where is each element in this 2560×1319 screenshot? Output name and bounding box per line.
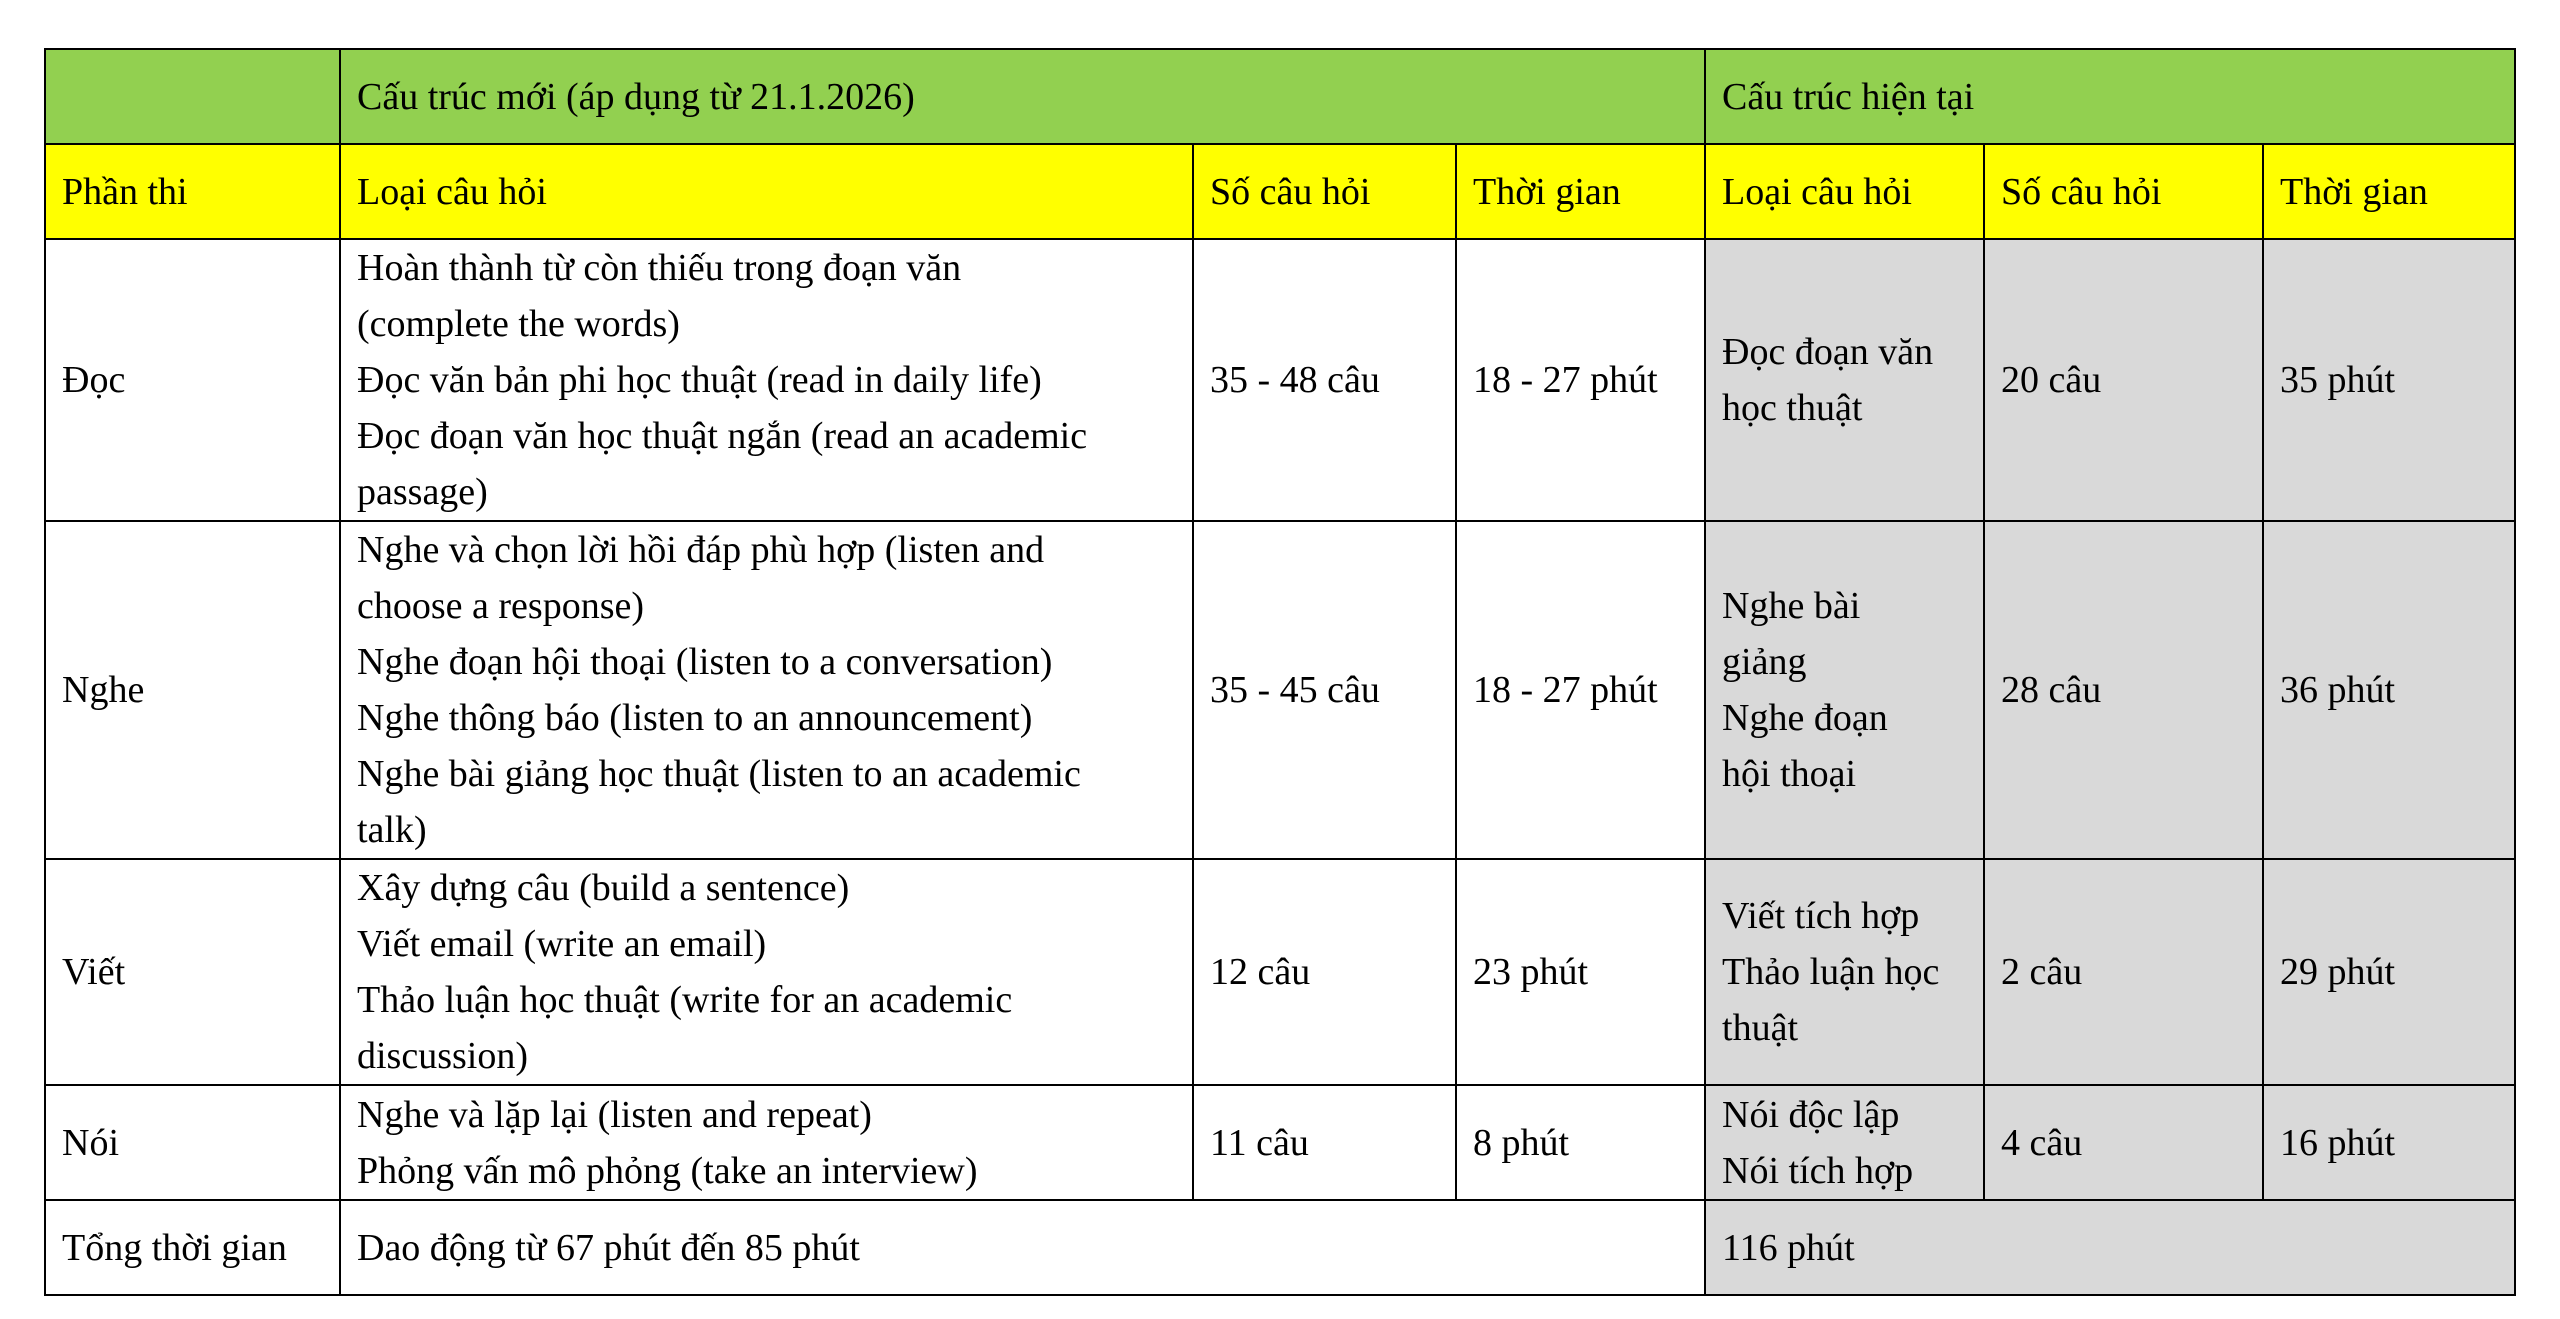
new-types-cell <box>340 1085 1193 1200</box>
new-structure-header: Cấu trúc mới (áp dụng từ 21.1.2026) <box>340 49 1705 144</box>
new-type-line: Nghe thông báo (listen to an announcement) <box>357 697 1033 739</box>
table-row-total <box>45 1200 2515 1295</box>
new-type-line: talk) <box>357 809 427 851</box>
cur-type-line: giảng <box>1722 641 1807 683</box>
cur-type-line: Nói độc lập <box>1722 1093 1900 1136</box>
cur-count-cell: 28 câu <box>1984 521 2263 859</box>
cur-count-cell: 20 câu <box>1984 239 2263 521</box>
col-header-section: Phần thi <box>45 144 340 239</box>
new-type-line: (complete the words) <box>357 303 680 345</box>
cur-count-cell: 2 câu <box>1984 859 2263 1085</box>
cur-type-line: hội thoại <box>1722 753 1857 795</box>
section-cell: Nói <box>45 1085 340 1200</box>
cur-type-line: Nghe đoạn <box>1722 697 1888 739</box>
new-type-line: discussion) <box>357 1035 528 1077</box>
cur-type-line: thuật <box>1722 1007 1799 1049</box>
new-time-cell: 8 phút <box>1456 1085 1705 1200</box>
col-header-cur-type: Loại câu hỏi <box>1705 144 1984 239</box>
cur-type-line: Nghe bài <box>1722 585 1861 627</box>
section-cell: Viết <box>45 859 340 1085</box>
col-header-new-type: Loại câu hỏi <box>340 144 1193 239</box>
new-types-cell <box>340 239 1193 521</box>
new-type-line: Đọc văn bản phi học thuật (read in daily life) <box>357 359 1042 401</box>
new-type-line: Hoàn thành từ còn thiếu trong đoạn văn <box>357 247 962 289</box>
cur-type-line: học thuật <box>1722 387 1863 429</box>
comparison-table <box>44 48 2516 1296</box>
table-group-header-row <box>45 49 2515 144</box>
total-label-cell: Tổng thời gian <box>45 1200 340 1295</box>
new-type-line: choose a response) <box>357 585 645 627</box>
new-types-cell <box>340 859 1193 1085</box>
total-new-cell: Dao động từ 67 phút đến 85 phút <box>340 1200 1705 1295</box>
cur-types-cell <box>1705 521 1984 859</box>
cur-time-cell: 29 phút <box>2263 859 2515 1085</box>
new-count-cell: 35 - 48 câu <box>1193 239 1456 521</box>
new-count-cell: 12 câu <box>1193 859 1456 1085</box>
col-header-cur-time: Thời gian <box>2263 144 2515 239</box>
new-count-cell: 11 câu <box>1193 1085 1456 1200</box>
new-time-cell: 23 phút <box>1456 859 1705 1085</box>
cur-types-cell <box>1705 1085 1984 1200</box>
col-header-cur-count: Số câu hỏi <box>1984 144 2263 239</box>
new-time-cell: 18 - 27 phút <box>1456 239 1705 521</box>
table-row-listening <box>45 521 2515 859</box>
table-row-writing <box>45 859 2515 1085</box>
cur-types-cell <box>1705 239 1984 521</box>
current-structure-header: Cấu trúc hiện tại <box>1705 49 2515 144</box>
cur-time-cell: 36 phút <box>2263 521 2515 859</box>
new-time-cell: 18 - 27 phút <box>1456 521 1705 859</box>
cur-time-cell: 16 phút <box>2263 1085 2515 1200</box>
new-type-line: Nghe bài giảng học thuật (listen to an academic <box>357 753 1081 795</box>
new-type-line: Nghe và chọn lời hồi đáp phù hợp (listen and <box>357 529 1045 571</box>
cur-time-cell: 35 phút <box>2263 239 2515 521</box>
new-type-line: Thảo luận học thuật (write for an academic <box>357 979 1013 1021</box>
cur-type-line: Thảo luận học <box>1722 951 1940 993</box>
section-cell: Đọc <box>45 239 340 521</box>
cur-count-cell: 4 câu <box>1984 1085 2263 1200</box>
new-type-line: Xây dựng câu (build a sentence) <box>357 867 850 909</box>
table-column-header-row <box>45 144 2515 239</box>
new-count-cell: 35 - 45 câu <box>1193 521 1456 859</box>
new-type-line: Đọc đoạn văn học thuật ngắn (read an academic <box>357 415 1088 457</box>
new-type-line: Nghe và lặp lại (listen and repeat) <box>357 1093 872 1136</box>
cur-type-line: Viết tích hợp <box>1722 895 1920 937</box>
new-type-line: Phỏng vấn mô phỏng (take an interview) <box>357 1149 978 1192</box>
col-header-new-time: Thời gian <box>1456 144 1705 239</box>
table-row-reading <box>45 239 2515 521</box>
total-current-cell: 116 phút <box>1705 1200 2515 1295</box>
cur-type-line: Nói tích hợp <box>1722 1149 1914 1192</box>
new-type-line: passage) <box>357 471 488 513</box>
new-types-cell <box>340 521 1193 859</box>
empty-corner-cell <box>45 49 340 144</box>
cur-type-line: Đọc đoạn văn <box>1722 331 1934 373</box>
table-row-speaking <box>45 1085 2515 1200</box>
col-header-new-count: Số câu hỏi <box>1193 144 1456 239</box>
new-type-line: Nghe đoạn hội thoại (listen to a conversation) <box>357 641 1053 683</box>
cur-types-cell <box>1705 859 1984 1085</box>
new-type-line: Viết email (write an email) <box>357 923 767 965</box>
section-cell: Nghe <box>45 521 340 859</box>
